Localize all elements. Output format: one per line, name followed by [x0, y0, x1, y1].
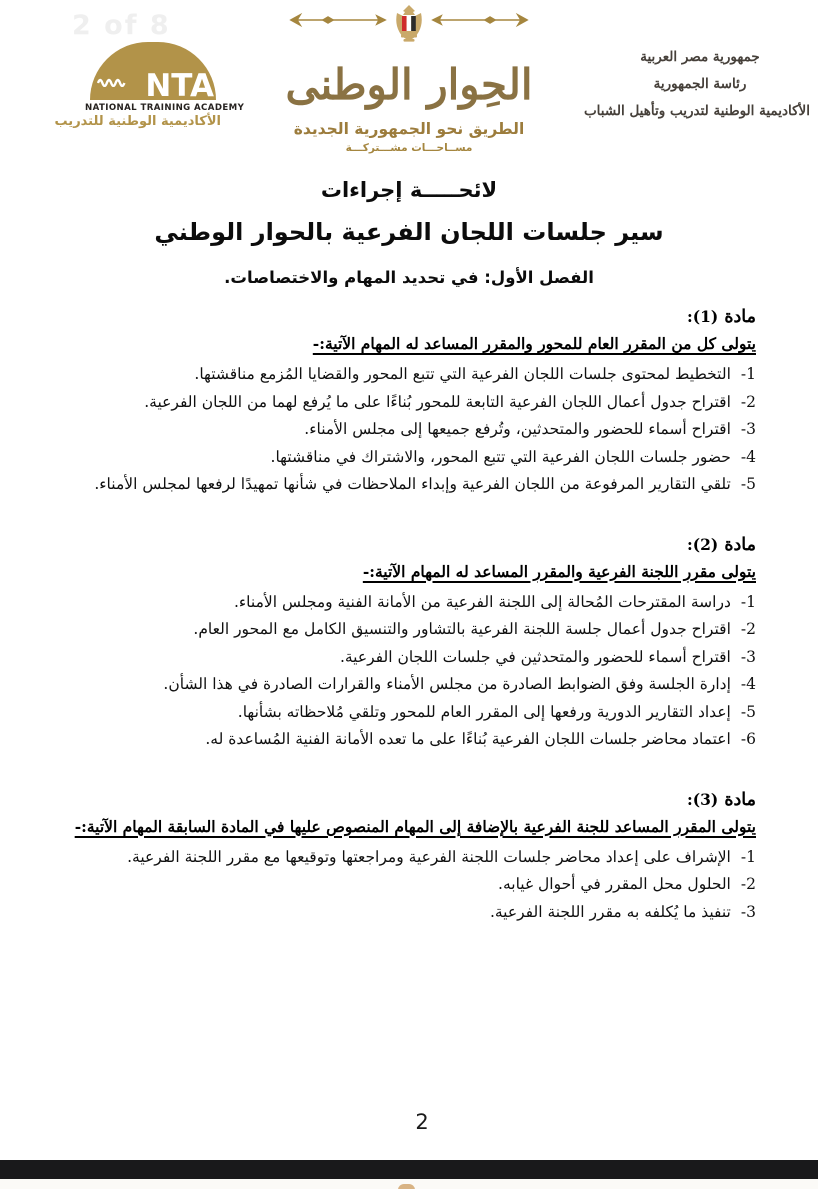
- eagle-emblem-divider-icon: [284, 4, 534, 50]
- article-label: [64, 790, 756, 810]
- article-number: (3):: [687, 789, 719, 809]
- item-text: تلقي التقارير المرفوعة من اللجان الفرعية وإبداء الملاحظات في شأنها تمهيدًا لرفعها لمجلس الأمناء.: [94, 475, 731, 493]
- articles: [64, 307, 756, 926]
- article-item-list: [64, 589, 756, 754]
- chapter-heading: الفصل الأول: في تحديد المهام والاختصاصات.: [224, 268, 594, 287]
- article-list-item: [64, 671, 756, 699]
- item-number: 2-: [740, 875, 756, 893]
- article-list-item: [64, 616, 756, 644]
- item-number: 3-: [740, 420, 756, 438]
- nta-acronym: NTA: [145, 68, 214, 104]
- authority-header: [583, 44, 810, 125]
- article-list-item: [64, 871, 756, 899]
- article-number: (1):: [687, 307, 719, 326]
- document-title-line1: لائحـــــة إجراءات: [320, 178, 498, 202]
- article-list-item: [64, 699, 756, 727]
- page-gap-bar: [0, 1160, 818, 1179]
- article-name: مادة: [724, 307, 756, 327]
- nta-logo: [54, 42, 245, 129]
- article-list-item: [64, 726, 756, 754]
- article-label: [64, 307, 756, 327]
- item-text: اعتماد محاضر جلسات اللجان الفرعية بُناءًا على ما تعده الأمانة الفنية المُساعدة له.: [205, 730, 731, 748]
- article-label: [64, 535, 756, 555]
- nta-dome-icon: [90, 42, 216, 104]
- item-text: الحلول محل المقرر في أحوال غيابه.: [498, 875, 731, 893]
- nta-name-english: NATIONAL TRAINING ACADEMY: [85, 103, 245, 113]
- item-number: 5-: [740, 475, 756, 493]
- item-number: 4-: [740, 447, 756, 466]
- authority-line-presidency: رئاسة الجمهورية: [653, 76, 747, 92]
- national-dialogue-tagline: الطريق نحو الجمهورية الجديدة: [293, 120, 525, 138]
- article-section: [64, 535, 756, 754]
- article-list-item: [64, 644, 756, 672]
- article-list-item: [64, 444, 756, 472]
- nta-squiggle-icon: [97, 72, 131, 91]
- item-text: إعداد التقارير الدورية ورفعها إلى المقرر العام للمحور وتلقي مُلاحظاته بشأنها.: [237, 702, 731, 721]
- article-item-list: [64, 844, 756, 927]
- item-text: التخطيط لمحتوى جلسات اللجان الفرعية التي تتبع المحور والقضايا المُزمع مناقشتها.: [194, 365, 731, 383]
- item-number: 1-: [740, 847, 756, 866]
- item-number: 4-: [740, 675, 756, 693]
- item-text: اقتراح جدول أعمال اللجان الفرعية التابعة للمحور بُناءًا على ما يُرفع لهما من اللجان الفرعية.: [144, 392, 731, 411]
- page-indicator-overlay: 2 of 8: [72, 10, 171, 41]
- article-list-item: [64, 844, 756, 872]
- item-number: 2-: [740, 392, 756, 411]
- item-number: 1-: [740, 365, 756, 383]
- article-list-item: [64, 471, 756, 499]
- national-dialogue-logo: [284, 4, 534, 154]
- document-title-line2: سير جلسات اللجان الفرعية بالحوار الوطني: [154, 218, 664, 246]
- item-text: الإشراف على إعداد محاضر جلسات اللجنة الفرعية ومراجعتها وتوقيعها مع مقرر اللجنة الفرعية.: [127, 847, 731, 866]
- article-list-item: [64, 361, 756, 389]
- article-intro: يتولى مقرر اللجنة الفرعية والمقرر المساعد له المهام الآتية:-: [362, 561, 756, 581]
- article-section: [64, 307, 756, 499]
- article-number: (2):: [687, 534, 719, 554]
- item-number: 1-: [740, 592, 756, 611]
- national-dialogue-subtagline: مســاحـــات مشـــتركـــة: [345, 142, 473, 154]
- next-page-emblem-tip-icon: [398, 1184, 415, 1189]
- article-list-item: [64, 589, 756, 617]
- article-intro: يتولى كل من المقرر العام للمحور والمقرر المساعد له المهام الآتية:-: [312, 334, 756, 353]
- page-number: 2: [415, 1110, 429, 1134]
- item-text: اقتراح جدول أعمال جلسة اللجنة الفرعية بالتشاور والتنسيق الكامل مع المحور العام.: [193, 620, 731, 638]
- item-text: تنفيذ ما يُكلفه به مقرر اللجنة الفرعية.: [489, 902, 731, 921]
- article-list-item: [64, 389, 756, 417]
- article-intro: يتولى المقرر المساعد للجنة الفرعية بالإضافة إلى المهام المنصوص عليها في المادة السابقة المهام الآتية:-: [74, 816, 756, 836]
- item-number: 3-: [740, 647, 756, 666]
- authority-line-academy: الأكاديمية الوطنية لتدريب وتأهيل الشباب: [583, 103, 810, 119]
- nta-name-arabic: الأكاديمية الوطنية للتدريب: [54, 114, 221, 129]
- article-name: مادة: [724, 789, 756, 810]
- document-titles: [0, 178, 818, 287]
- item-text: إدارة الجلسة وفق الضوابط الصادرة من مجلس الأمناء والقرارات الصادرة في هذا الشأن.: [163, 675, 731, 693]
- article-list-item: [64, 416, 756, 444]
- item-number: 2-: [740, 620, 756, 638]
- item-text: حضور جلسات اللجان الفرعية التي تتبع المحور، والاشتراك في مناقشتها.: [270, 447, 731, 466]
- item-number: 6-: [740, 730, 756, 748]
- item-text: دراسة المقترحات المُحالة إلى اللجنة الفرعية من الأمانة الفنية ومجلس الأمناء.: [233, 592, 731, 611]
- item-number: 3-: [740, 902, 756, 921]
- article-item-list: [64, 361, 756, 499]
- item-number: 5-: [740, 702, 756, 721]
- article-name: مادة: [724, 534, 756, 555]
- item-text: اقتراح أسماء للحضور والمتحدثين، وتُرفع جميعها إلى مجلس الأمناء.: [304, 420, 731, 438]
- article-section: [64, 790, 756, 927]
- authority-line-country: جمهورية مصر العربية: [640, 49, 760, 65]
- national-dialogue-wordmark: الحِوار الوطنى: [285, 60, 533, 109]
- article-list-item: [64, 899, 756, 927]
- item-text: اقتراح أسماء للحضور والمتحدثين في جلسات اللجان الفرعية.: [339, 647, 731, 666]
